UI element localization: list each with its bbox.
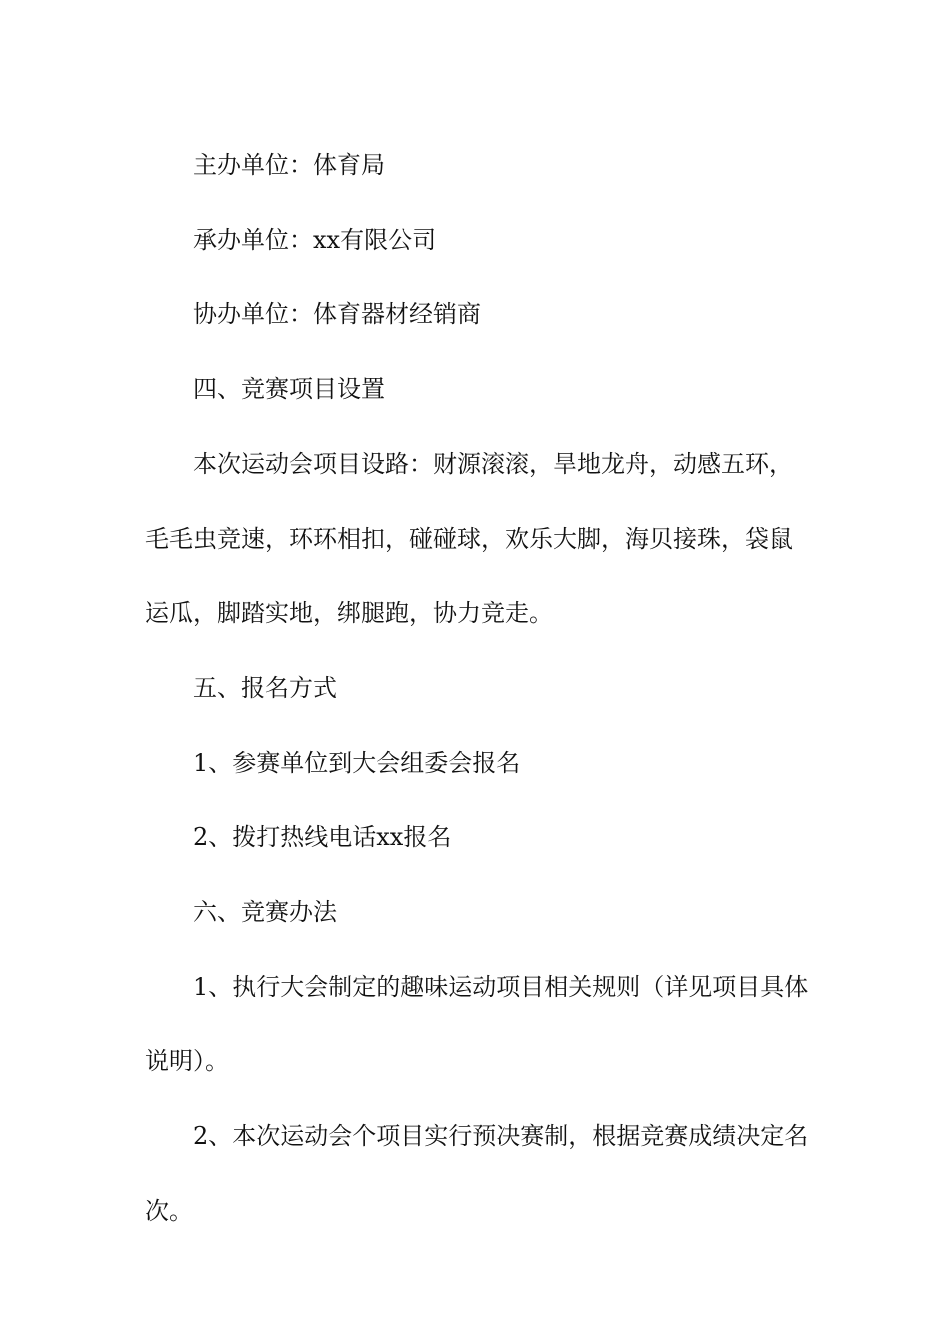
undertaker-line: 承办单位：xx有限公司 — [193, 225, 437, 254]
registration-item-1: 1、参赛单位到大会组委会报名 — [193, 748, 521, 777]
organizer-line: 主办单位：体育局 — [193, 151, 385, 179]
section-heading-registration: 五、报名方式 — [193, 673, 337, 702]
rules-item-1: 1、执行大会制定的趣味运动项目相关规则（详见项目具体说明）。 — [145, 972, 809, 1076]
events-list-paragraph: 本次运动会项目设路：财源滚滚，旱地龙舟，动感五环，毛毛虫竞速，环环相扣，碰碰球，欢乐大脚，海贝接珠，袋鼠运瓜，脚踏实地，绑腿跑，协力竞走。 — [145, 449, 793, 628]
registration-item-2: 2、拨打热线电话xx报名 — [193, 823, 452, 852]
co-organizer-line: 协办单位：体育器材经销商 — [193, 300, 481, 329]
rules-item-2: 2、本次运动会个项目实行预决赛制，根据竞赛成绩决定名次。 — [145, 1122, 809, 1225]
section-heading-events: 四、竞赛项目设置 — [193, 375, 385, 404]
document-body — [145, 128, 810, 1249]
section-heading-rules: 六、竞赛办法 — [193, 898, 337, 927]
